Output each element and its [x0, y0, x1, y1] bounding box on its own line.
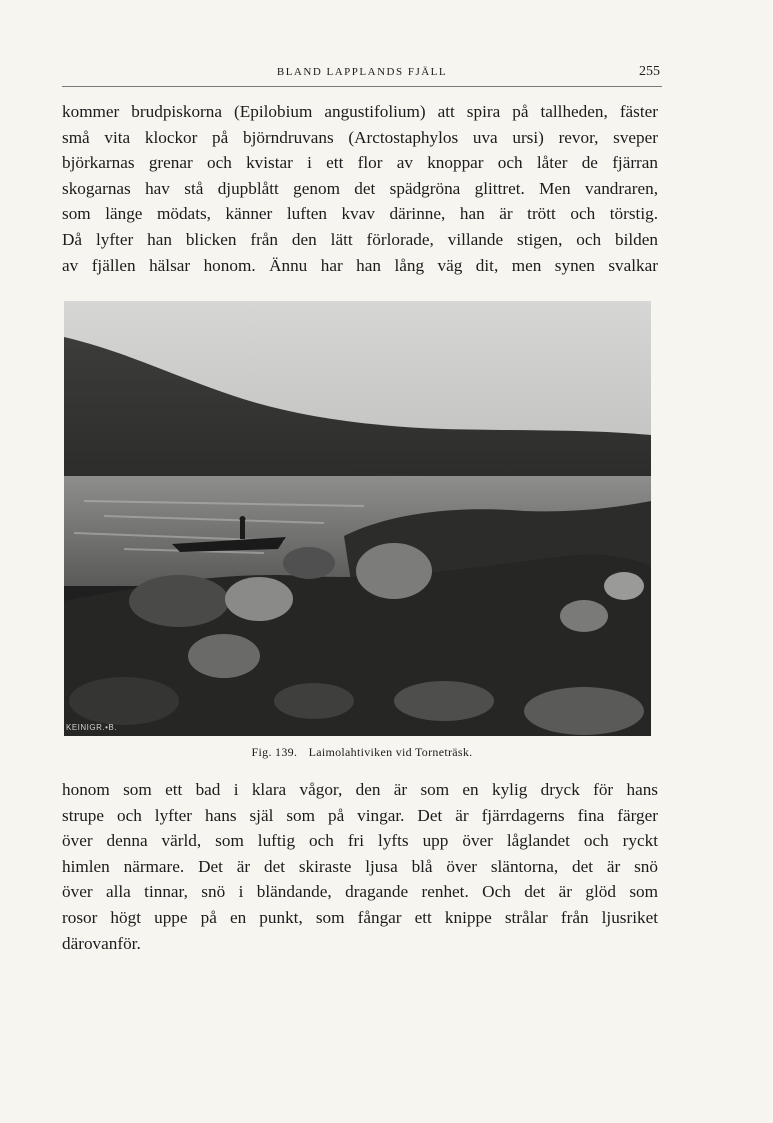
text-line: över denna värld, som luftig och fri lyfts upp över låglandet och ryckt: [62, 831, 658, 851]
photo-illustration: [64, 301, 651, 736]
page-number: 255: [639, 64, 660, 79]
text-line: därovanför.: [62, 933, 141, 953]
running-head: BLAND LAPPLANDS FJÄLL: [276, 66, 448, 78]
rock: [129, 575, 229, 627]
text-line: himlen närmare. Det är det skiraste ljusa blå över släntorna, det är snö: [62, 856, 658, 876]
text-line: rosor högt uppe på en punkt, som fångar ett knippe strålar från ljusriket: [62, 907, 658, 927]
lake-photograph: [64, 301, 651, 736]
photo-credit: KEINIGR.•B.: [66, 723, 117, 732]
rock: [69, 677, 179, 725]
text-line: av fjällen hälsar honom. Ännu har han lång väg dit, men synen svalkar: [62, 255, 658, 275]
text-line: skogarnas hav stå djupblått genom det spädgröna glittret. Men vandraren,: [62, 178, 658, 198]
rock: [188, 634, 260, 678]
rock: [560, 600, 608, 632]
rock: [283, 547, 335, 579]
rock: [356, 543, 432, 599]
text-line: som länge mödats, känner luften kvav därinne, han är trött och törstig.: [62, 204, 658, 224]
text-line: honom som ett bad i klara vågor, den är som en kylig dryck för hans: [62, 780, 658, 799]
rock: [394, 681, 494, 721]
figure-caption: [62, 745, 662, 760]
boatman: [240, 521, 245, 539]
text-line: kommer brudpiskorna (Epilobium angustifolium) att spira på tallheden, fäster: [62, 102, 658, 121]
paragraph-top: [62, 99, 658, 278]
rock: [274, 683, 354, 719]
text-line: björkarnas grenar och kvistar i ett flor av knoppar och låter de fjärran: [62, 153, 658, 173]
figure-caption-text: Laimolahtiviken vid Torneträsk.: [308, 745, 473, 759]
page-header: [62, 64, 662, 87]
text-line: strupe och lyfter hans själ som på vingar. Det är fjärrdagerns fina färger: [62, 805, 658, 825]
rock: [225, 577, 293, 621]
paragraph-bottom: [62, 777, 658, 956]
text-line: små vita klockor på björndruvans (Arctostaphylos uva ursi) revor, sveper: [62, 127, 658, 147]
boatman-head: [240, 516, 246, 522]
rock: [604, 572, 644, 600]
text-line: över alla tinnar, snö i bländande, dragande renhet. Och det är glöd som: [62, 882, 658, 902]
rock: [524, 687, 644, 735]
figure-label: Fig. 139.: [251, 745, 298, 759]
text-line: Då lyfter han blicken från den lätt förlorade, villande stigen, och bilden: [62, 229, 658, 249]
